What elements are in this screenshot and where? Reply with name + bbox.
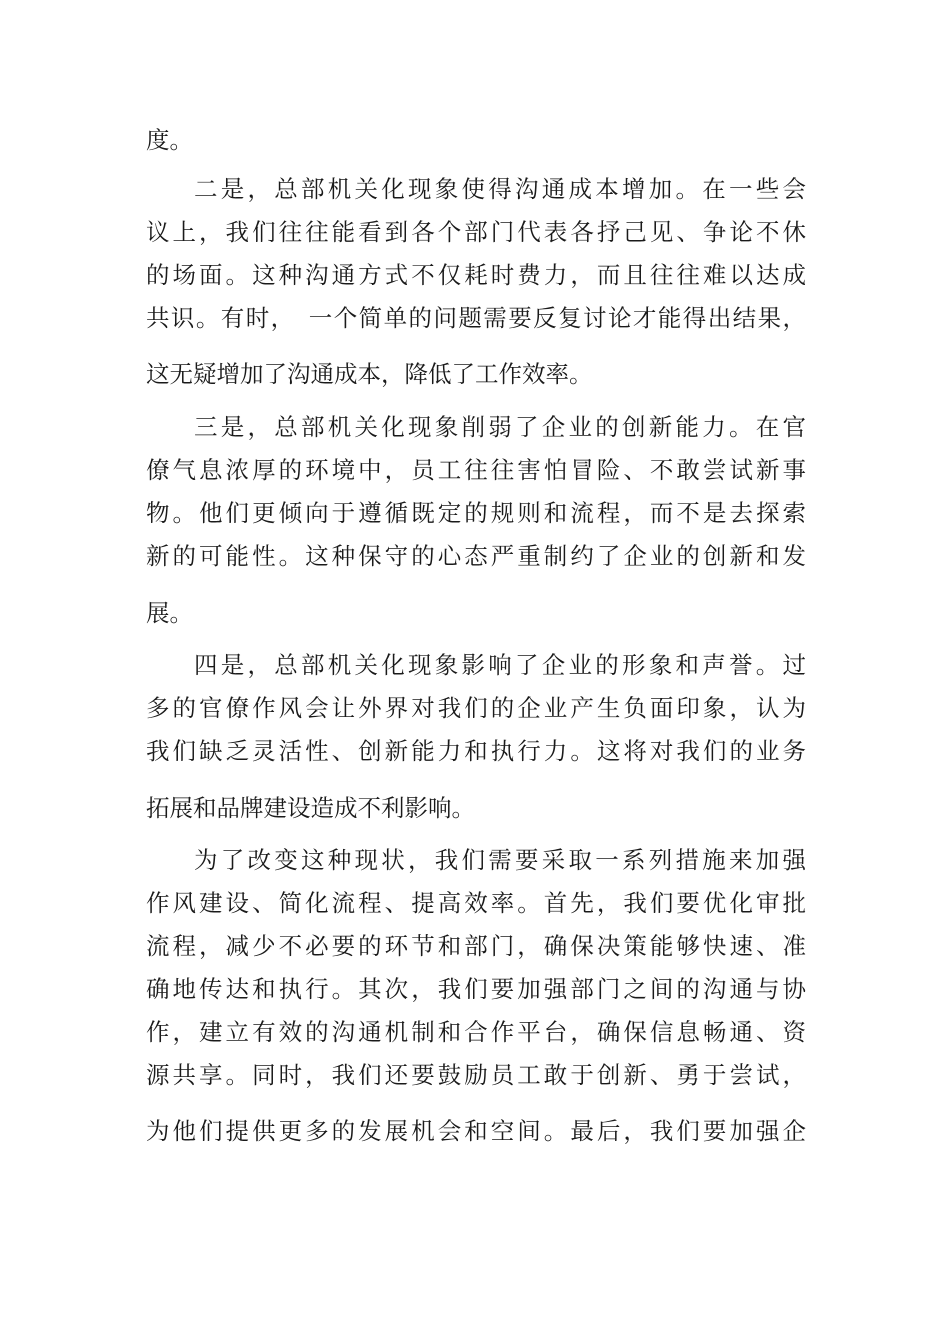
text-line: 物。他们更倾向于遵循既定的规则和流程，而不是去探索 bbox=[146, 499, 806, 527]
text-line: 作，建立有效的沟通机制和合作平台，确保信息畅通、资 bbox=[146, 1018, 806, 1046]
text-line: 僚气息浓厚的环境中，员工往往害怕冒险、不敢尝试新事 bbox=[146, 456, 806, 484]
text-line: 确地传达和执行。其次，我们要加强部门之间的沟通与协 bbox=[146, 975, 806, 1003]
text-line: 议上，我们往往能看到各个部门代表各抒己见、争论不休 bbox=[146, 218, 806, 246]
text-line: 多的官僚作风会让外界对我们的企业产生负面印象，认为 bbox=[146, 694, 806, 722]
text-line: 我们缺乏灵活性、创新能力和执行力。这将对我们的业务 bbox=[146, 737, 806, 765]
paragraph-start-line: 四是，总部机关化现象影响了企业的形象和声誉。过 bbox=[194, 651, 806, 679]
text-line: 流程，减少不必要的环节和部门，确保决策能够快速、准 bbox=[146, 932, 806, 960]
text-line: 作风建设、简化流程、提高效率。首先，我们要优化审批 bbox=[146, 889, 806, 917]
text-line: 度。 bbox=[146, 126, 193, 154]
paragraph-start-line: 三是，总部机关化现象削弱了企业的创新能力。在官 bbox=[194, 413, 806, 441]
text-line: 新的可能性。这种保守的心态严重制约了企业的创新和发 bbox=[146, 542, 806, 570]
text-line: 这无疑增加了沟通成本，降低了工作效率。 bbox=[146, 360, 593, 388]
text-line: 共识。有时， 一个简单的问题需要反复讨论才能得出结果， bbox=[146, 304, 806, 332]
text-line: 展。 bbox=[146, 599, 193, 627]
paragraph-start-line: 二是，总部机关化现象使得沟通成本增加。在一些会 bbox=[194, 175, 806, 203]
text-line: 源共享。同时，我们还要鼓励员工敢于创新、勇于尝试， bbox=[146, 1061, 806, 1089]
paragraph-start-line: 为了改变这种现状，我们需要采取一系列措施来加强 bbox=[194, 846, 806, 874]
text-line: 的场面。这种沟通方式不仅耗时费力，而且往往难以达成 bbox=[146, 261, 806, 289]
text-line: 为他们提供更多的发展机会和空间。最后，我们要加强企 bbox=[146, 1117, 806, 1145]
text-line: 拓展和品牌建设造成不利影响。 bbox=[146, 794, 475, 822]
